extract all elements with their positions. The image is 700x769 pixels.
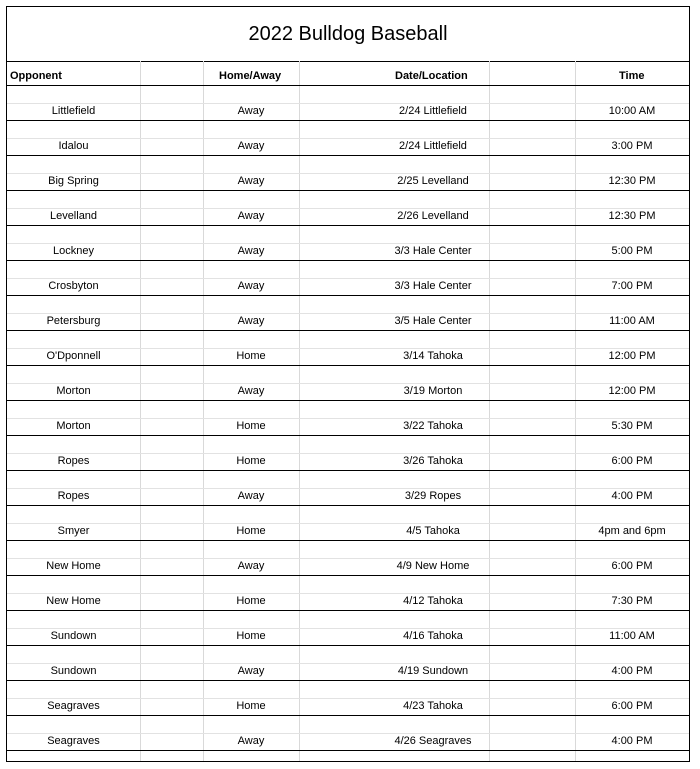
time-cell: 6:00 PM [611, 700, 653, 712]
date-location-cell: 3/14 Tahoka [403, 350, 463, 362]
opponent-cell: Lockney [53, 245, 94, 257]
date-location-cell: 2/24 Littlefield [399, 105, 467, 117]
date-location-cell: 4/5 Tahoka [406, 525, 460, 537]
home-away-cell: Home [236, 630, 266, 642]
time-cell: 4:00 PM [611, 665, 653, 677]
home-away-cell: Away [237, 210, 265, 222]
game-row[interactable] [7, 261, 689, 296]
date-location-cell: 3/5 Hale Center [394, 315, 472, 327]
date-location-cell: 4/19 Sundown [397, 665, 469, 677]
time-cell: 4:00 PM [611, 490, 653, 502]
home-away-cell: Home [236, 525, 266, 537]
header-opponent: Opponent [10, 70, 62, 82]
date-location-cell: 2/25 Levelland [397, 175, 469, 187]
opponent-cell: Seagraves [47, 700, 100, 712]
time-cell: 4:00 PM [611, 735, 653, 747]
home-away-cell: Home [236, 420, 266, 432]
game-row[interactable] [7, 681, 689, 716]
time-cell: 12:00 PM [608, 350, 656, 362]
game-row[interactable] [7, 226, 689, 261]
opponent-cell: New Home [46, 560, 101, 572]
opponent-cell: Morton [56, 385, 91, 397]
header-date-location: Date/Location [395, 70, 468, 82]
home-away-cell: Away [237, 735, 265, 747]
home-away-cell: Away [237, 245, 265, 257]
time-cell: 12:00 PM [608, 385, 656, 397]
game-row[interactable] [7, 191, 689, 226]
time-cell: 3:00 PM [611, 140, 653, 152]
game-row[interactable] [7, 401, 689, 436]
date-location-cell: 4/12 Tahoka [403, 595, 463, 607]
date-location-cell: 3/26 Tahoka [403, 455, 463, 467]
home-away-cell: Away [237, 665, 265, 677]
time-cell: 11:00 AM [609, 630, 655, 642]
date-location-cell: 4/26 Seagraves [394, 735, 472, 747]
game-row[interactable] [7, 156, 689, 191]
header-row [7, 61, 689, 86]
opponent-cell: Smyer [57, 525, 90, 537]
date-location-cell: 3/3 Hale Center [394, 280, 472, 292]
home-away-cell: Home [236, 350, 266, 362]
opponent-cell: Ropes [57, 455, 90, 467]
game-row[interactable] [7, 576, 689, 611]
home-away-cell: Away [237, 560, 265, 572]
time-cell: 5:00 PM [611, 245, 653, 257]
date-location-cell: 3/19 Morton [403, 385, 463, 397]
date-location-cell: 2/24 Littlefield [399, 140, 467, 152]
opponent-cell: Seagraves [47, 735, 100, 747]
opponent-cell: Big Spring [48, 175, 99, 187]
time-cell: 7:30 PM [611, 595, 653, 607]
date-location-cell: 4/16 Tahoka [403, 630, 463, 642]
time-cell: 7:00 PM [611, 280, 653, 292]
opponent-cell: Sundown [50, 630, 97, 642]
opponent-cell: Petersburg [46, 315, 101, 327]
time-cell: 6:00 PM [611, 560, 653, 572]
game-row[interactable] [7, 331, 689, 366]
opponent-cell: Crosbyton [48, 280, 99, 292]
home-away-cell: Away [237, 140, 265, 152]
home-away-cell: Home [236, 455, 266, 467]
home-away-cell: Away [237, 175, 265, 187]
time-cell: 11:00 AM [609, 315, 655, 327]
home-away-cell: Away [237, 105, 265, 117]
date-location-cell: 4/23 Tahoka [403, 700, 463, 712]
time-cell: 4pm and 6pm [598, 525, 666, 537]
game-row[interactable] [7, 646, 689, 681]
time-cell: 12:30 PM [608, 210, 656, 222]
game-row[interactable] [7, 471, 689, 506]
date-location-cell: 3/29 Ropes [404, 490, 462, 502]
opponent-cell: O'Dponnell [46, 350, 101, 362]
games-table [7, 86, 689, 751]
game-row[interactable] [7, 436, 689, 471]
opponent-cell: New Home [46, 595, 101, 607]
date-location-cell: 2/26 Levelland [397, 210, 469, 222]
game-row[interactable] [7, 541, 689, 576]
date-location-cell: 3/3 Hale Center [394, 245, 472, 257]
home-away-cell: Away [237, 385, 265, 397]
sheet-title: 2022 Bulldog Baseball [7, 7, 689, 62]
time-cell: 10:00 AM [608, 105, 656, 117]
date-location-cell: 4/9 New Home [396, 560, 470, 572]
opponent-cell: Sundown [50, 665, 97, 677]
header-home-away: Home/Away [219, 70, 282, 82]
game-row[interactable] [7, 86, 689, 121]
home-away-cell: Away [237, 490, 265, 502]
home-away-cell: Home [236, 700, 266, 712]
game-row[interactable] [7, 366, 689, 401]
game-row[interactable] [7, 121, 689, 156]
game-row[interactable] [7, 296, 689, 331]
date-location-cell: 3/22 Tahoka [403, 420, 463, 432]
opponent-cell: Littlefield [51, 105, 96, 117]
home-away-cell: Away [237, 315, 265, 327]
time-cell: 6:00 PM [611, 455, 653, 467]
schedule-sheet [6, 6, 690, 762]
opponent-cell: Idalou [58, 140, 89, 152]
time-cell: 12:30 PM [608, 175, 656, 187]
header-time: Time [619, 70, 645, 82]
home-away-cell: Home [236, 595, 266, 607]
time-cell: 5:30 PM [611, 420, 653, 432]
game-row[interactable] [7, 716, 689, 751]
game-row[interactable] [7, 506, 689, 541]
opponent-cell: Morton [56, 420, 91, 432]
opponent-cell: Ropes [57, 490, 90, 502]
opponent-cell: Levelland [49, 210, 98, 222]
game-row[interactable] [7, 611, 689, 646]
home-away-cell: Away [237, 280, 265, 292]
